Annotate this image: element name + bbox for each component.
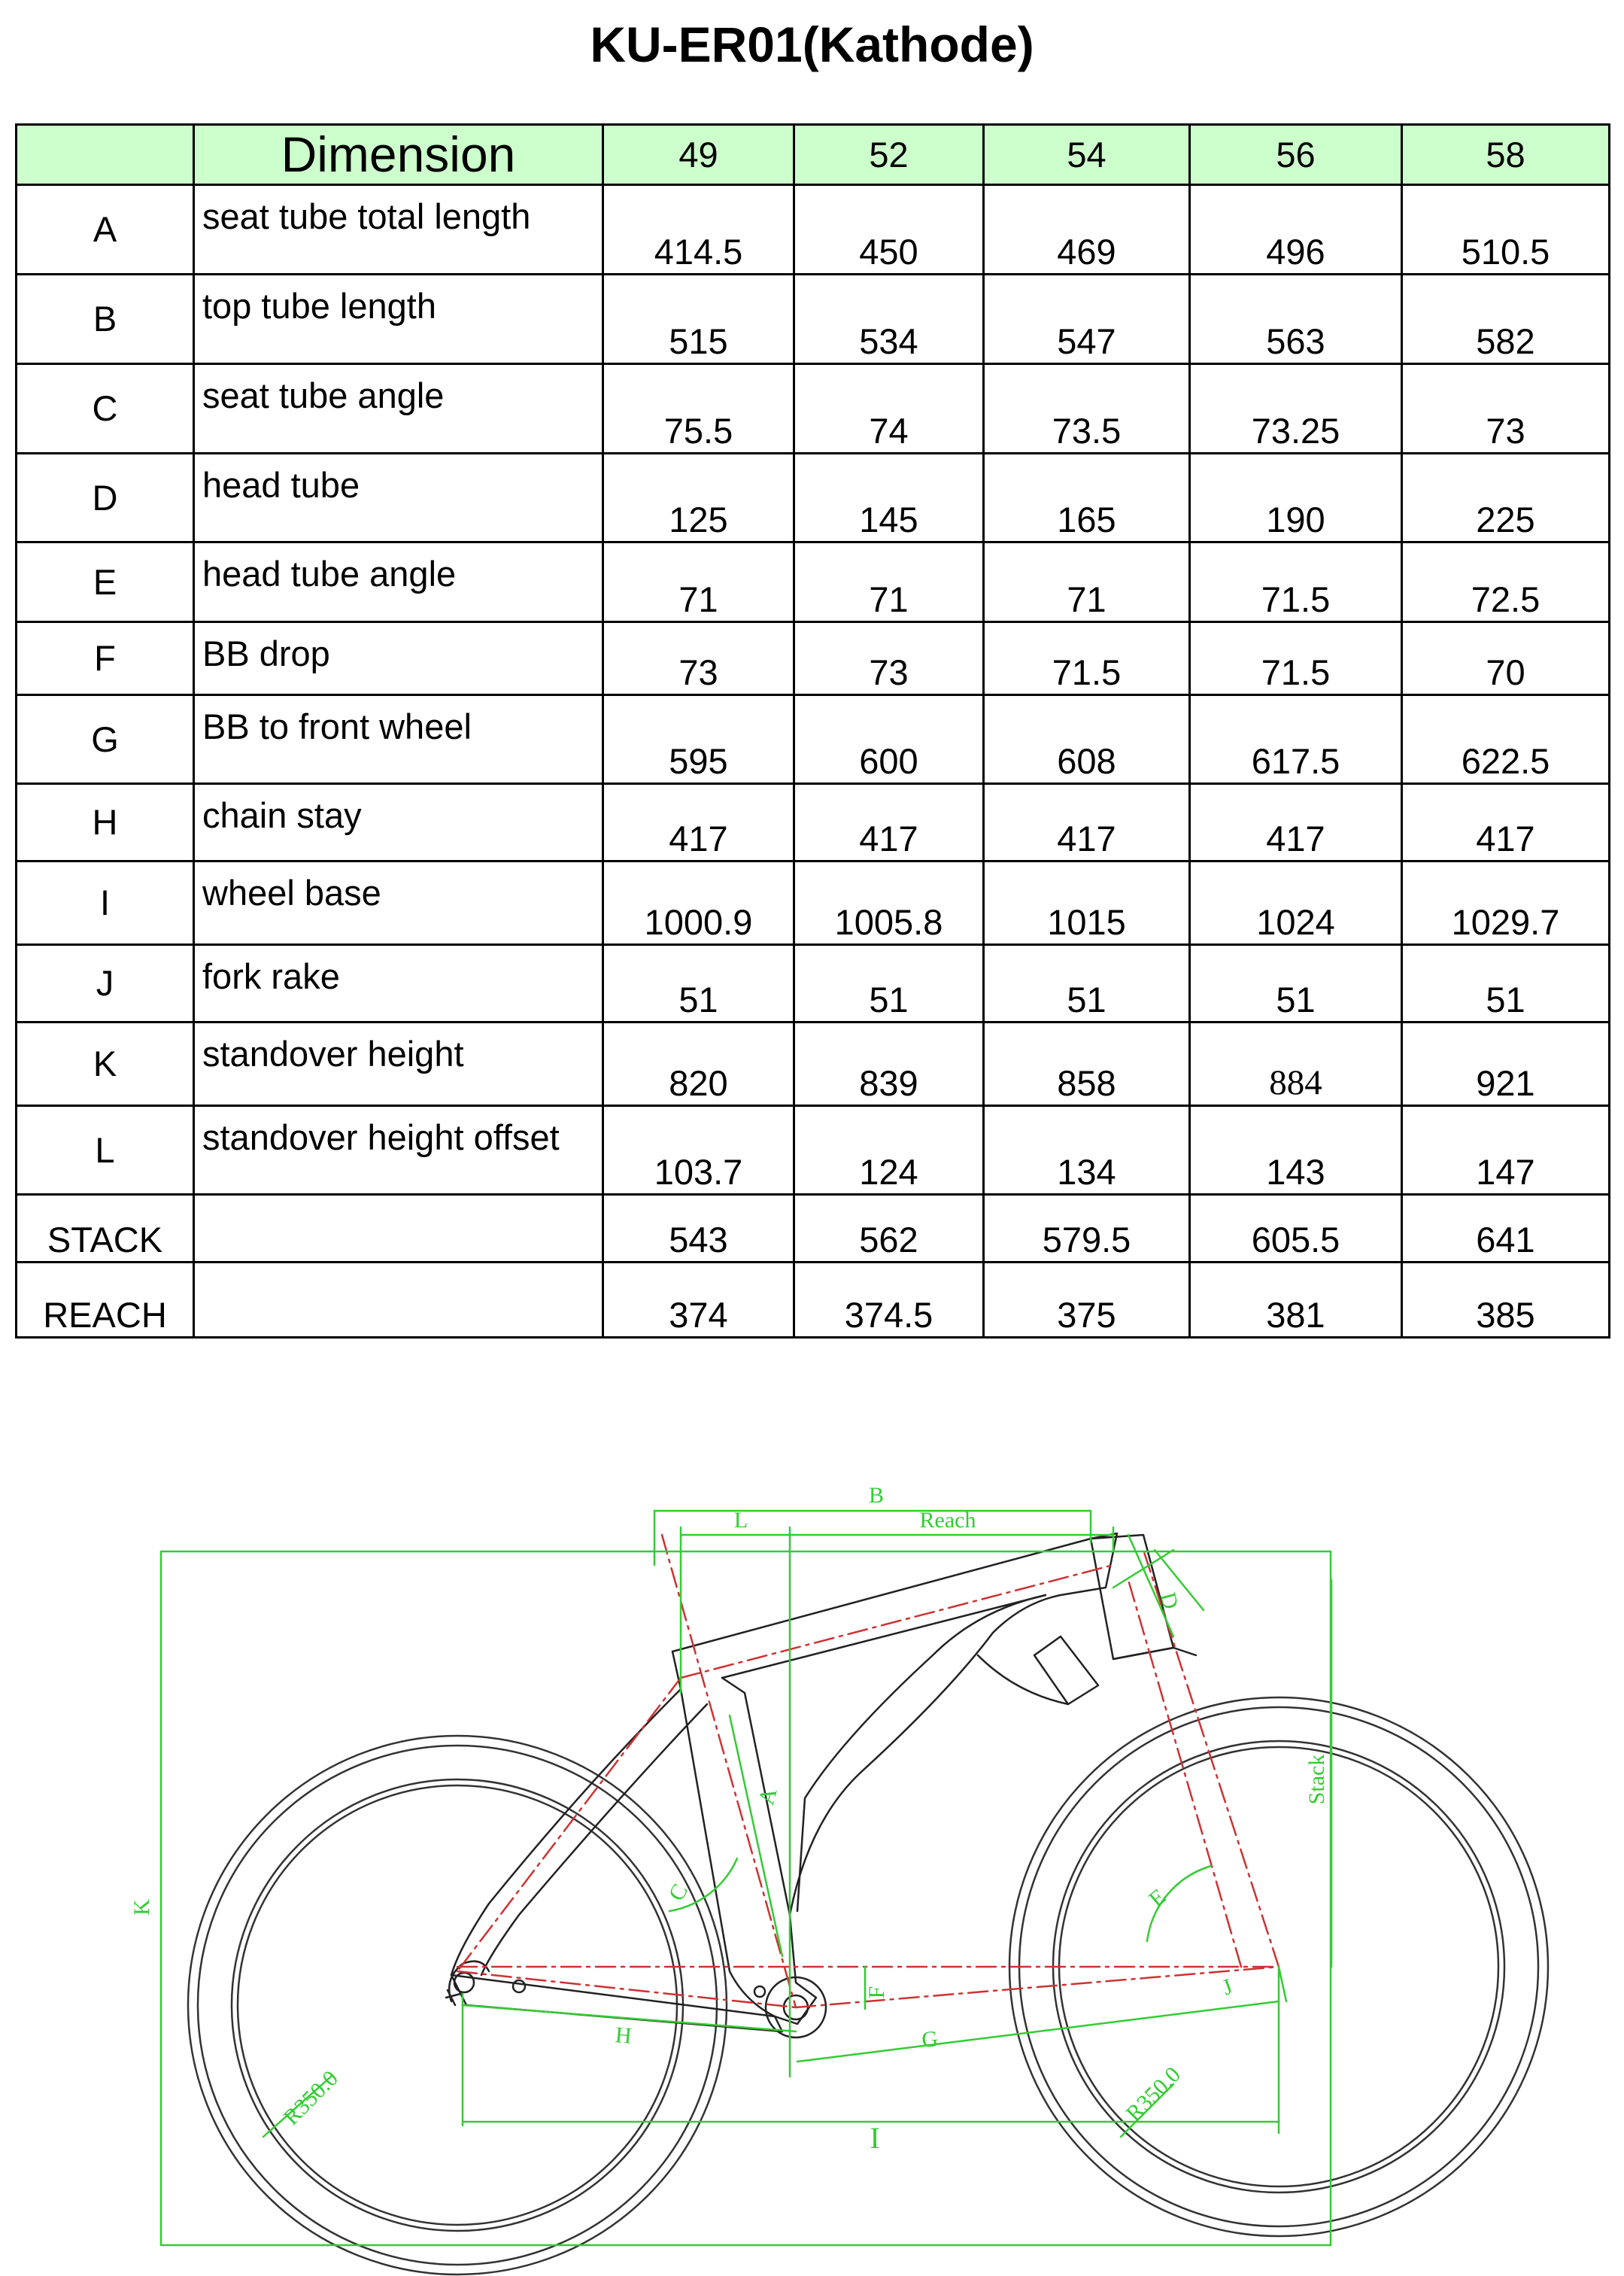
- label-d: D: [1155, 1589, 1183, 1612]
- value-cell: 73: [603, 622, 794, 695]
- value-cell: 469: [984, 185, 1190, 275]
- value-cell: 417: [1402, 784, 1610, 861]
- row-name: head tube: [194, 454, 603, 542]
- label-radius-rear: R350.0: [278, 2065, 343, 2130]
- row-code: F: [17, 622, 194, 695]
- row-code: J: [17, 945, 194, 1023]
- value-cell: 1029.7: [1402, 861, 1610, 945]
- row-code: STACK: [17, 1195, 194, 1263]
- value-cell: 71.5: [1190, 542, 1402, 622]
- value-cell: 884: [1190, 1023, 1402, 1106]
- row-name: standover height: [194, 1023, 603, 1106]
- table-row: [17, 364, 1610, 454]
- value-cell: 450: [794, 185, 984, 275]
- rear-wheel: [188, 1736, 727, 2274]
- geometry-table: [15, 123, 1610, 1339]
- value-cell: 124: [794, 1106, 984, 1195]
- table-row: [17, 454, 1610, 542]
- label-reach: Reach: [919, 1508, 976, 1533]
- label-radius-front: R350.0: [1121, 2062, 1185, 2126]
- label-b: B: [868, 1483, 885, 1508]
- row-code: K: [17, 1023, 194, 1106]
- value-cell: 622.5: [1402, 695, 1610, 784]
- value-cell: 51: [1402, 945, 1610, 1023]
- size-header: 49: [603, 125, 794, 185]
- row-name: BB to front wheel: [194, 695, 603, 784]
- value-cell: 417: [1190, 784, 1402, 861]
- row-code: D: [17, 454, 194, 542]
- label-a: A: [754, 1785, 782, 1808]
- size-header: 58: [1402, 125, 1610, 185]
- table-row: [17, 1263, 1610, 1338]
- row-code: I: [17, 861, 194, 945]
- value-cell: 534: [794, 275, 984, 364]
- value-cell: 125: [603, 454, 794, 542]
- value-cell: 51: [794, 945, 984, 1023]
- row-name: seat tube total length: [194, 185, 603, 275]
- row-name: [194, 1195, 603, 1263]
- value-cell: 414.5: [603, 185, 794, 275]
- value-cell: 71.5: [984, 622, 1190, 695]
- value-cell: 839: [794, 1023, 984, 1106]
- value-cell: 563: [1190, 275, 1402, 364]
- value-cell: 515: [603, 275, 794, 364]
- frame-outline: [449, 1533, 1196, 2031]
- label-l: L: [733, 1508, 748, 1533]
- value-cell: 543: [603, 1195, 794, 1263]
- value-cell: 595: [603, 695, 794, 784]
- label-h: H: [614, 2022, 633, 2049]
- table-row: [17, 622, 1610, 695]
- row-name: standover height offset: [194, 1106, 603, 1195]
- table-row: [17, 784, 1610, 861]
- dimension-lines: [161, 1511, 1331, 2245]
- label-e: E: [1144, 1884, 1171, 1913]
- row-name: wheel base: [194, 861, 603, 945]
- table-row: [17, 695, 1610, 784]
- table-row: [17, 275, 1610, 364]
- value-cell: 921: [1402, 1023, 1610, 1106]
- value-cell: 1024: [1190, 861, 1402, 945]
- row-name: seat tube angle: [194, 364, 603, 454]
- value-cell: 417: [984, 784, 1190, 861]
- page-title: KU-ER01(Kathode): [590, 17, 1034, 72]
- value-cell: 641: [1402, 1195, 1610, 1263]
- value-cell: 374.5: [794, 1263, 984, 1338]
- value-cell: 75.5: [603, 364, 794, 454]
- value-cell: 71: [603, 542, 794, 622]
- label-i: I: [870, 2121, 880, 2155]
- value-cell: 496: [1190, 185, 1402, 275]
- table-row: [17, 1023, 1610, 1106]
- value-cell: 1005.8: [794, 861, 984, 945]
- value-cell: 51: [984, 945, 1190, 1023]
- value-cell: 73: [794, 622, 984, 695]
- size-header: 56: [1190, 125, 1402, 185]
- table-row: [17, 185, 1610, 275]
- label-stack: Stack: [1304, 1754, 1329, 1805]
- value-cell: 385: [1402, 1263, 1610, 1338]
- row-name: fork rake: [194, 945, 603, 1023]
- value-cell: 74: [794, 364, 984, 454]
- value-cell: 1000.9: [603, 861, 794, 945]
- value-cell: 71.5: [1190, 622, 1402, 695]
- dimension-header: Dimension: [194, 125, 603, 185]
- value-cell: 1015: [984, 861, 1190, 945]
- row-name: top tube length: [194, 275, 603, 364]
- value-cell: 134: [984, 1106, 1190, 1195]
- value-cell: 608: [984, 695, 1190, 784]
- value-cell: 71: [794, 542, 984, 622]
- rear-dropout: [446, 1973, 525, 2005]
- row-name: chain stay: [194, 784, 603, 861]
- table-row: [17, 542, 1610, 622]
- value-cell: 225: [1402, 454, 1610, 542]
- label-c: C: [663, 1879, 694, 1906]
- value-cell: 617.5: [1190, 695, 1402, 784]
- label-f: F: [864, 1986, 889, 1999]
- value-cell: 72.5: [1402, 542, 1610, 622]
- table-row: [17, 1195, 1610, 1263]
- value-cell: 605.5: [1190, 1195, 1402, 1263]
- value-cell: 73.25: [1190, 364, 1402, 454]
- table-header-row: [17, 125, 1610, 185]
- row-code: REACH: [17, 1263, 194, 1338]
- table-row: [17, 861, 1610, 945]
- value-cell: 417: [794, 784, 984, 861]
- value-cell: 71: [984, 542, 1190, 622]
- value-cell: 143: [1190, 1106, 1402, 1195]
- row-code: H: [17, 784, 194, 861]
- label-g: G: [920, 2026, 939, 2053]
- value-cell: 858: [984, 1023, 1190, 1106]
- row-name: head tube angle: [194, 542, 603, 622]
- frame-centerlines: [457, 1535, 1279, 2007]
- label-j: J: [1219, 1974, 1236, 2001]
- value-cell: 547: [984, 275, 1190, 364]
- value-cell: 51: [1190, 945, 1402, 1023]
- value-cell: 600: [794, 695, 984, 784]
- value-cell: 579.5: [984, 1195, 1190, 1263]
- value-cell: 374: [603, 1263, 794, 1338]
- value-cell: 103.7: [603, 1106, 794, 1195]
- row-name: BB drop: [194, 622, 603, 695]
- row-code: G: [17, 695, 194, 784]
- table-row: [17, 945, 1610, 1023]
- value-cell: 70: [1402, 622, 1610, 695]
- size-header: 52: [794, 125, 984, 185]
- row-name: [194, 1263, 603, 1338]
- value-cell: 190: [1190, 454, 1402, 542]
- value-cell: 375: [984, 1263, 1190, 1338]
- size-header: 54: [984, 125, 1190, 185]
- row-code: E: [17, 542, 194, 622]
- value-cell: 381: [1190, 1263, 1402, 1338]
- value-cell: 165: [984, 454, 1190, 542]
- value-cell: 145: [794, 454, 984, 542]
- row-code: A: [17, 185, 194, 275]
- value-cell: 51: [603, 945, 794, 1023]
- value-cell: 820: [603, 1023, 794, 1106]
- value-cell: 147: [1402, 1106, 1610, 1195]
- value-cell: 562: [794, 1195, 984, 1263]
- value-cell: 417: [603, 784, 794, 861]
- bike-geometry-drawing: [0, 1445, 1624, 2276]
- value-cell: 510.5: [1402, 185, 1610, 275]
- header-corner-cell: [17, 125, 194, 185]
- value-cell: 73: [1402, 364, 1610, 454]
- row-code: L: [17, 1106, 194, 1195]
- row-code: C: [17, 364, 194, 454]
- value-cell: 582: [1402, 275, 1610, 364]
- label-k: K: [129, 1899, 154, 1916]
- row-code: B: [17, 275, 194, 364]
- value-cell: 73.5: [984, 364, 1190, 454]
- table-row: [17, 1106, 1610, 1195]
